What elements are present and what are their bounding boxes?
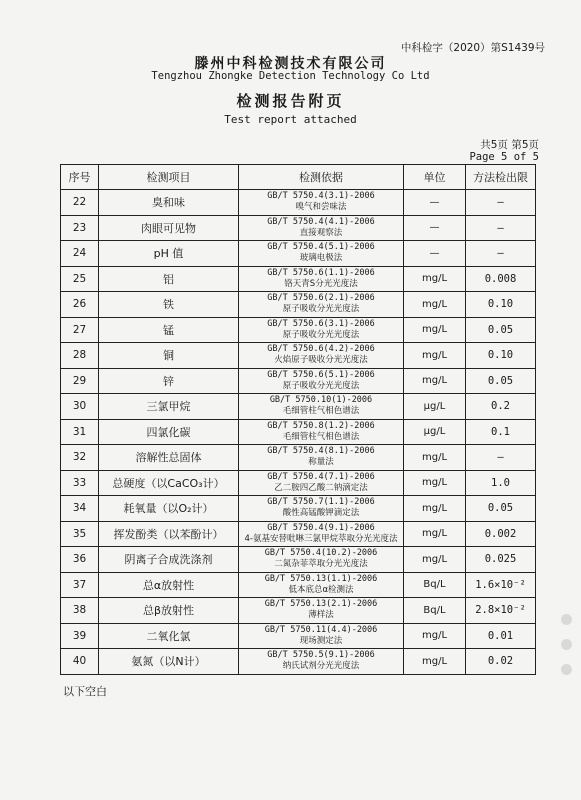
row-item: 锌: [99, 368, 239, 394]
row-unit: mg/L: [404, 521, 466, 547]
row-item: 挥发酚类（以苯酚计）: [99, 521, 239, 547]
method-standard: GB/T 5750.4(8.1)-2006: [267, 446, 375, 457]
row-detection-limit: 0.2: [466, 394, 536, 420]
row-item: 氨氮（以N计）: [99, 649, 239, 675]
row-unit: —: [404, 215, 466, 241]
method-standard: GB/T 5750.4(10.2)-2006: [264, 548, 378, 559]
method-name: 直接观察法: [299, 227, 343, 238]
method-standard: GB/T 5750.10(1)-2006: [269, 395, 373, 406]
table-row: [61, 572, 536, 598]
row-unit: mg/L: [404, 343, 466, 369]
header-no: 序号: [61, 165, 99, 190]
row-number: 38: [61, 598, 99, 624]
page-indicator-cn: 共5页 第5页: [480, 139, 539, 151]
header-method: 检测依据: [239, 165, 404, 190]
method-standard: GB/T 5750.13(2.1)-2006: [264, 599, 378, 610]
row-detection-limit: —: [466, 241, 536, 267]
row-detection-limit: 1.6×10⁻²: [466, 572, 536, 598]
row-unit: —: [404, 241, 466, 267]
method-standard: GB/T 5750.11(4.4)-2006: [264, 624, 378, 635]
row-detection-limit: —: [466, 215, 536, 241]
method-name: 毛细管柱气相色谱法: [282, 431, 360, 442]
row-item: 总硬度（以CaCO₃计）: [99, 470, 239, 496]
document-number: 中科检字（2020）第S1439号: [400, 42, 545, 54]
row-number: 33: [61, 470, 99, 496]
row-number: 25: [61, 266, 99, 292]
row-number: 26: [61, 292, 99, 318]
table-row: [61, 368, 536, 394]
row-method: [239, 215, 404, 241]
row-number: 22: [61, 190, 99, 216]
row-method: [239, 598, 404, 624]
row-unit: Bq/L: [404, 572, 466, 598]
method-standard: GB/T 5750.6(5.1)-2006: [267, 369, 375, 380]
report-title-cn: 检测报告附页: [236, 92, 345, 110]
row-method: [239, 445, 404, 471]
row-item: 铜: [99, 343, 239, 369]
row-item: 三氯甲烷: [99, 394, 239, 420]
row-method: [239, 394, 404, 420]
row-unit: μg/L: [404, 419, 466, 445]
row-number: 31: [61, 419, 99, 445]
table-row: [61, 470, 536, 496]
row-detection-limit: 0.10: [466, 292, 536, 318]
row-unit: mg/L: [404, 649, 466, 675]
table-row: [61, 317, 536, 343]
method-standard: GB/T 5750.8(1.2)-2006: [267, 420, 375, 431]
row-item: 耗氧量（以O₂计）: [99, 496, 239, 522]
row-number: 24: [61, 241, 99, 267]
method-name: 乙二胺四乙酸二钠滴定法: [274, 482, 368, 493]
method-standard: GB/T 5750.7(1.1)-2006: [267, 497, 375, 508]
row-detection-limit: 0.05: [466, 496, 536, 522]
method-standard: GB/T 5750.4(5.1)-2006: [267, 242, 375, 253]
row-item: 四氯化碳: [99, 419, 239, 445]
row-number: 27: [61, 317, 99, 343]
row-method: [239, 496, 404, 522]
row-item: 铁: [99, 292, 239, 318]
row-unit: mg/L: [404, 547, 466, 573]
method-name: 薄样法: [308, 610, 334, 621]
method-standard: GB/T 5750.4(9.1)-2006: [267, 522, 375, 533]
row-unit: mg/L: [404, 470, 466, 496]
row-number: 39: [61, 623, 99, 649]
method-standard: GB/T 5750.4(7.1)-2006: [267, 471, 375, 482]
page-indicator-en: Page 5 of 5: [469, 151, 539, 163]
table-row: [61, 343, 536, 369]
table-row: [61, 521, 536, 547]
row-number: 40: [61, 649, 99, 675]
row-method: [239, 649, 404, 675]
method-name: 原子吸收分光光度法: [282, 304, 360, 315]
punch-hole: [561, 639, 572, 650]
table-row: [61, 496, 536, 522]
row-method: [239, 241, 404, 267]
method-name: 称量法: [308, 457, 334, 468]
row-method: [239, 368, 404, 394]
row-detection-limit: —: [466, 445, 536, 471]
method-standard: GB/T 5750.5(9.1)-2006: [267, 650, 375, 661]
row-method: [239, 547, 404, 573]
company-name-en: Tengzhou Zhongke Detection Technology Co Ltd: [151, 70, 430, 82]
row-detection-limit: 0.01: [466, 623, 536, 649]
row-method: [239, 572, 404, 598]
table-row: [61, 623, 536, 649]
method-name: 玻璃电极法: [299, 253, 343, 264]
punch-hole: [561, 614, 572, 625]
table-row: [61, 292, 536, 318]
method-standard: GB/T 5750.6(3.1)-2006: [267, 318, 375, 329]
report-title-en: Test report attached: [224, 113, 357, 126]
test-results-table: [60, 164, 536, 675]
method-name: 低本底总α检测法: [288, 584, 354, 595]
row-item: 铝: [99, 266, 239, 292]
method-standard: GB/T 5750.13(1.1)-2006: [264, 573, 378, 584]
row-detection-limit: 0.002: [466, 521, 536, 547]
row-unit: μg/L: [404, 394, 466, 420]
row-detection-limit: 0.10: [466, 343, 536, 369]
method-name: 原子吸收分光光度法: [282, 329, 360, 340]
method-name: 纳氏试剂分光光度法: [282, 661, 360, 672]
row-unit: Bq/L: [404, 598, 466, 624]
row-number: 30: [61, 394, 99, 420]
row-detection-limit: 1.0: [466, 470, 536, 496]
row-method: [239, 317, 404, 343]
method-name: 酸性高锰酸钾滴定法: [282, 508, 360, 519]
punch-holes-seal: [557, 610, 579, 680]
method-name: 铬天青S分光光度法: [284, 278, 358, 289]
method-standard: GB/T 5750.6(4.2)-2006: [267, 344, 375, 355]
row-detection-limit: 0.05: [466, 317, 536, 343]
row-unit: —: [404, 190, 466, 216]
row-number: 35: [61, 521, 99, 547]
header-limit: 方法检出限: [466, 165, 536, 190]
method-standard: GB/T 5750.6(2.1)-2006: [267, 293, 375, 304]
method-name: 4-氨基安替吡啉三氯甲烷萃取分光光度法: [244, 533, 398, 544]
row-item: 臭和味: [99, 190, 239, 216]
row-number: 34: [61, 496, 99, 522]
row-unit: mg/L: [404, 496, 466, 522]
method-name: 火焰原子吸收分光光度法: [274, 355, 368, 366]
table-row: [61, 215, 536, 241]
row-method: [239, 470, 404, 496]
row-method: [239, 190, 404, 216]
row-unit: mg/L: [404, 317, 466, 343]
row-detection-limit: 0.008: [466, 266, 536, 292]
row-item: 锰: [99, 317, 239, 343]
row-item: 总α放射性: [99, 572, 239, 598]
row-number: 29: [61, 368, 99, 394]
row-number: 36: [61, 547, 99, 573]
row-method: [239, 623, 404, 649]
row-method: [239, 266, 404, 292]
row-item: 肉眼可见物: [99, 215, 239, 241]
table-header-row: [61, 165, 536, 190]
row-unit: mg/L: [404, 445, 466, 471]
row-item: 二氧化氯: [99, 623, 239, 649]
method-name: 毛细管柱气相色谱法: [282, 406, 360, 417]
method-standard: GB/T 5750.6(1.1)-2006: [267, 267, 375, 278]
row-unit: mg/L: [404, 623, 466, 649]
table-row: [61, 190, 536, 216]
row-unit: mg/L: [404, 292, 466, 318]
row-detection-limit: 2.8×10⁻²: [466, 598, 536, 624]
method-name: 嗅气和尝味法: [295, 202, 347, 213]
row-method: [239, 419, 404, 445]
row-detection-limit: 0.02: [466, 649, 536, 675]
row-number: 32: [61, 445, 99, 471]
row-item: 总β放射性: [99, 598, 239, 624]
table-row: [61, 547, 536, 573]
table-row: [61, 419, 536, 445]
header-item: 检测项目: [99, 165, 239, 190]
method-standard: GB/T 5750.4(4.1)-2006: [267, 216, 375, 227]
row-unit: mg/L: [404, 266, 466, 292]
table-row: [61, 266, 536, 292]
header-unit: 单位: [404, 165, 466, 190]
row-number: 23: [61, 215, 99, 241]
row-method: [239, 521, 404, 547]
table-row: [61, 598, 536, 624]
row-detection-limit: 0.05: [466, 368, 536, 394]
method-name: 现场测定法: [299, 635, 343, 646]
table-row: [61, 394, 536, 420]
row-method: [239, 343, 404, 369]
method-name: 二氮杂菲萃取分光光度法: [274, 559, 368, 570]
row-number: 37: [61, 572, 99, 598]
blank-note: 以下空白: [63, 685, 107, 698]
row-item: 阴离子合成洗涤剂: [99, 547, 239, 573]
row-detection-limit: 0.025: [466, 547, 536, 573]
row-detection-limit: 0.1: [466, 419, 536, 445]
company-name-cn: 滕州中科检测技术有限公司: [194, 56, 387, 72]
method-standard: GB/T 5750.4(3.1)-2006: [267, 191, 375, 202]
row-detection-limit: —: [466, 190, 536, 216]
row-item: pH 值: [99, 241, 239, 267]
row-unit: mg/L: [404, 368, 466, 394]
punch-hole: [561, 664, 572, 675]
table-body: [61, 190, 536, 675]
row-method: [239, 292, 404, 318]
row-item: 溶解性总固体: [99, 445, 239, 471]
table-row: [61, 445, 536, 471]
row-number: 28: [61, 343, 99, 369]
table-row: [61, 649, 536, 675]
method-name: 原子吸收分光光度法: [282, 380, 360, 391]
table-row: [61, 241, 536, 267]
